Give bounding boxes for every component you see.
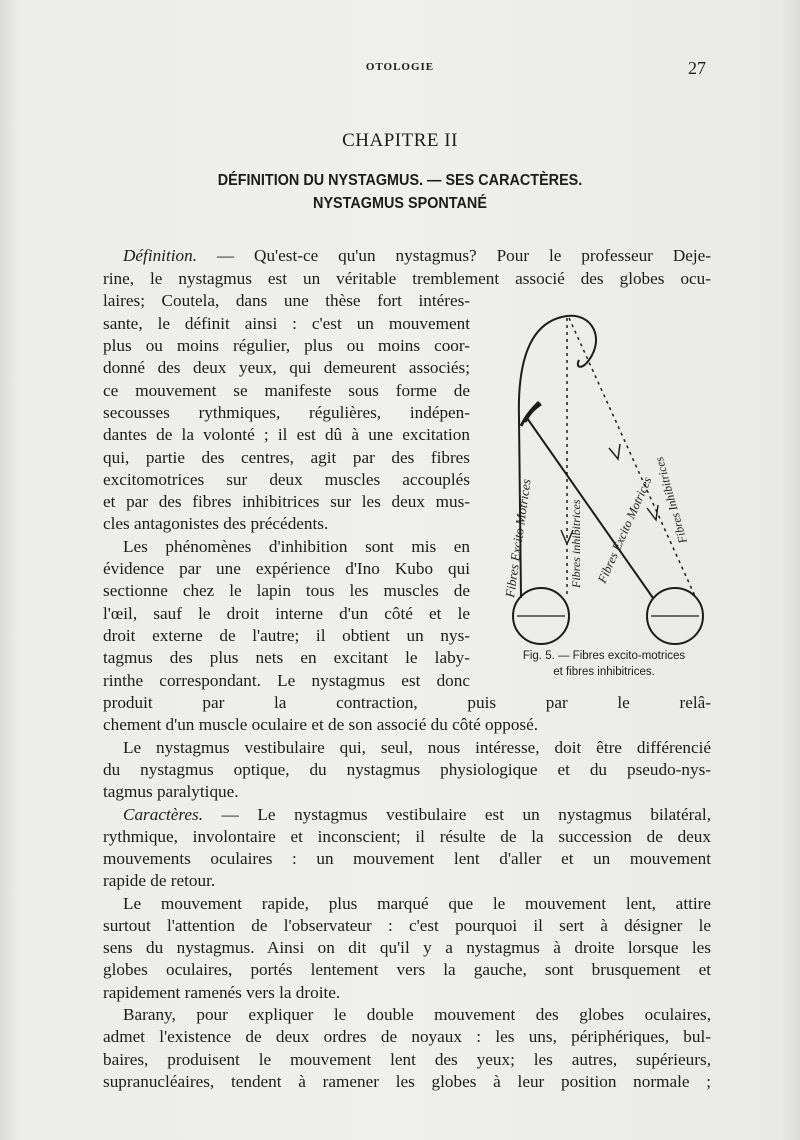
text-line: Le mouvement rapide, plus marqué que le mouvement lent, attire — [123, 894, 711, 913]
caracteres-label: Caractères. — [123, 805, 204, 824]
text-line: évidence par une expérience d'Ino Kubo qui — [103, 559, 470, 578]
text-line: globes oculaires, portés lentement vers la gauche, sont brusquement et — [103, 960, 711, 979]
text-line: donné des deux yeux, qui demeurent associés; — [103, 358, 470, 377]
chapter-number: CHAPITRE II — [342, 130, 458, 151]
right-eye-icon — [647, 588, 703, 644]
text-line: tagmus paralytique. — [103, 782, 239, 801]
text-line: rapidement ramenés vers la droite. — [103, 983, 341, 1002]
text-line: rapide de retour. — [103, 871, 216, 890]
text-line: Le nystagmus vestibulaire qui, seul, nous intéresse, doit être différencié — [123, 738, 711, 757]
text-line: secousses rythmiques, régulières, indépen- — [103, 403, 470, 422]
paragraph-caracteres-line: Caractères. — Le nystagmus vestibulaire est un nystagmus bilatéral, — [123, 805, 712, 824]
text-line: l'œil, sauf le droit interne d'un côté et le — [103, 604, 470, 623]
running-title: OTOLOGIE — [365, 61, 435, 73]
text-line: sectionne chez le lapin tous les muscles de — [103, 581, 470, 600]
caption-line-1: Fig. 5. — Fibres excito-motrices — [522, 650, 686, 662]
text-line: ce mouvement se manifeste sous forme de — [103, 381, 470, 400]
definition-label: Définition. — [123, 246, 197, 265]
text-line: Barany, pour expliquer le double mouvement des globes oculaires, — [123, 1005, 711, 1024]
text-line: laires; Coutela, dans une thèse fort intéres- — [103, 291, 470, 310]
text-line: droit externe de l'autre; il obtient un nys- — [103, 626, 470, 645]
text-line: qui, partie des centres, agit par des fibres — [103, 448, 470, 467]
paragraph-definition-line: Définition. — Qu'est-ce qu'un nystagmus? Pour le professeur Deje- — [123, 246, 711, 265]
label-inhib-right: Fibres Inhibitrices — [651, 455, 690, 546]
text-line: excitomotrices sur deux muscles accouplés — [103, 470, 470, 489]
page-number: 27 — [688, 58, 706, 78]
text-line: du nystagmus optique, du nystagmus physiologique et du pseudo-nys- — [103, 760, 711, 779]
caption-line-2: et fibres inhibitrices. — [553, 666, 655, 678]
text-line: baires, produisent le mouvement lent des yeux; les autres, supérieurs, — [103, 1050, 711, 1069]
text-line: chement d'un muscle oculaire et de son associé du côté opposé. — [103, 715, 539, 734]
text-line: rythmique, involontaire et inconscient; il résulte de la succession de deux — [103, 827, 711, 846]
definition-question: — Qu'est-ce qu'un nystagmus? — [197, 246, 497, 265]
text-line: supranucléaires, tendent à ramener les globes à leur position normale ; — [103, 1072, 711, 1091]
figure-fibres-diagram — [497, 298, 719, 653]
text-line: sante, le définit ainsi : c'est un mouvement — [103, 314, 470, 333]
figure-caption — [484, 648, 724, 680]
label-excito-right: Fibres Excito Motrices — [594, 474, 655, 586]
text-line: mouvements oculaires : un mouvement lent d'aller et un mouvement — [103, 849, 711, 868]
text-line: plus ou moins régulier, plus ou moins coor- — [103, 336, 470, 355]
label-excito-left: Fibres Excito Motrices — [502, 478, 534, 599]
text-line: rine, le nystagmus est un véritable tremblement associé des globes ocu- — [103, 269, 711, 288]
text-line: dantes de la volonté ; il est dû à une excitation — [103, 425, 470, 444]
text-line: produit par la contraction, puis par le relâ- — [103, 693, 711, 712]
chapter-title: DÉFINITION DU NYSTAGMUS. — SES CARACTÈRES. — [217, 172, 583, 189]
text-line: tagmus des plus nets en excitant le laby- — [103, 648, 470, 667]
text-line: cles antagonistes des précédents. — [103, 514, 329, 533]
text-line: sens du nystagmus. Ainsi on dit qu'il y a nystagmus à droite lorsque les — [103, 938, 711, 957]
label-inhib-left: Fibres inhibitrices — [569, 499, 583, 588]
text-line: surtout l'attention de l'observateur : c'est pourquoi il sert à désigner le — [103, 916, 711, 935]
text-line: admet l'existence de deux ordres de noyaux : les uns, périphériques, bul- — [103, 1027, 711, 1046]
text-line: et par des fibres inhibitrices sur les deux mus- — [103, 492, 470, 511]
text-line: Les phénomènes d'inhibition sont mis en — [123, 537, 470, 556]
chapter-subtitle: NYSTAGMUS SPONTANÉ — [313, 195, 487, 212]
excito-motrices-path — [519, 316, 596, 598]
text-line: rinthe correspondant. Le nystagmus est donc — [103, 671, 470, 690]
